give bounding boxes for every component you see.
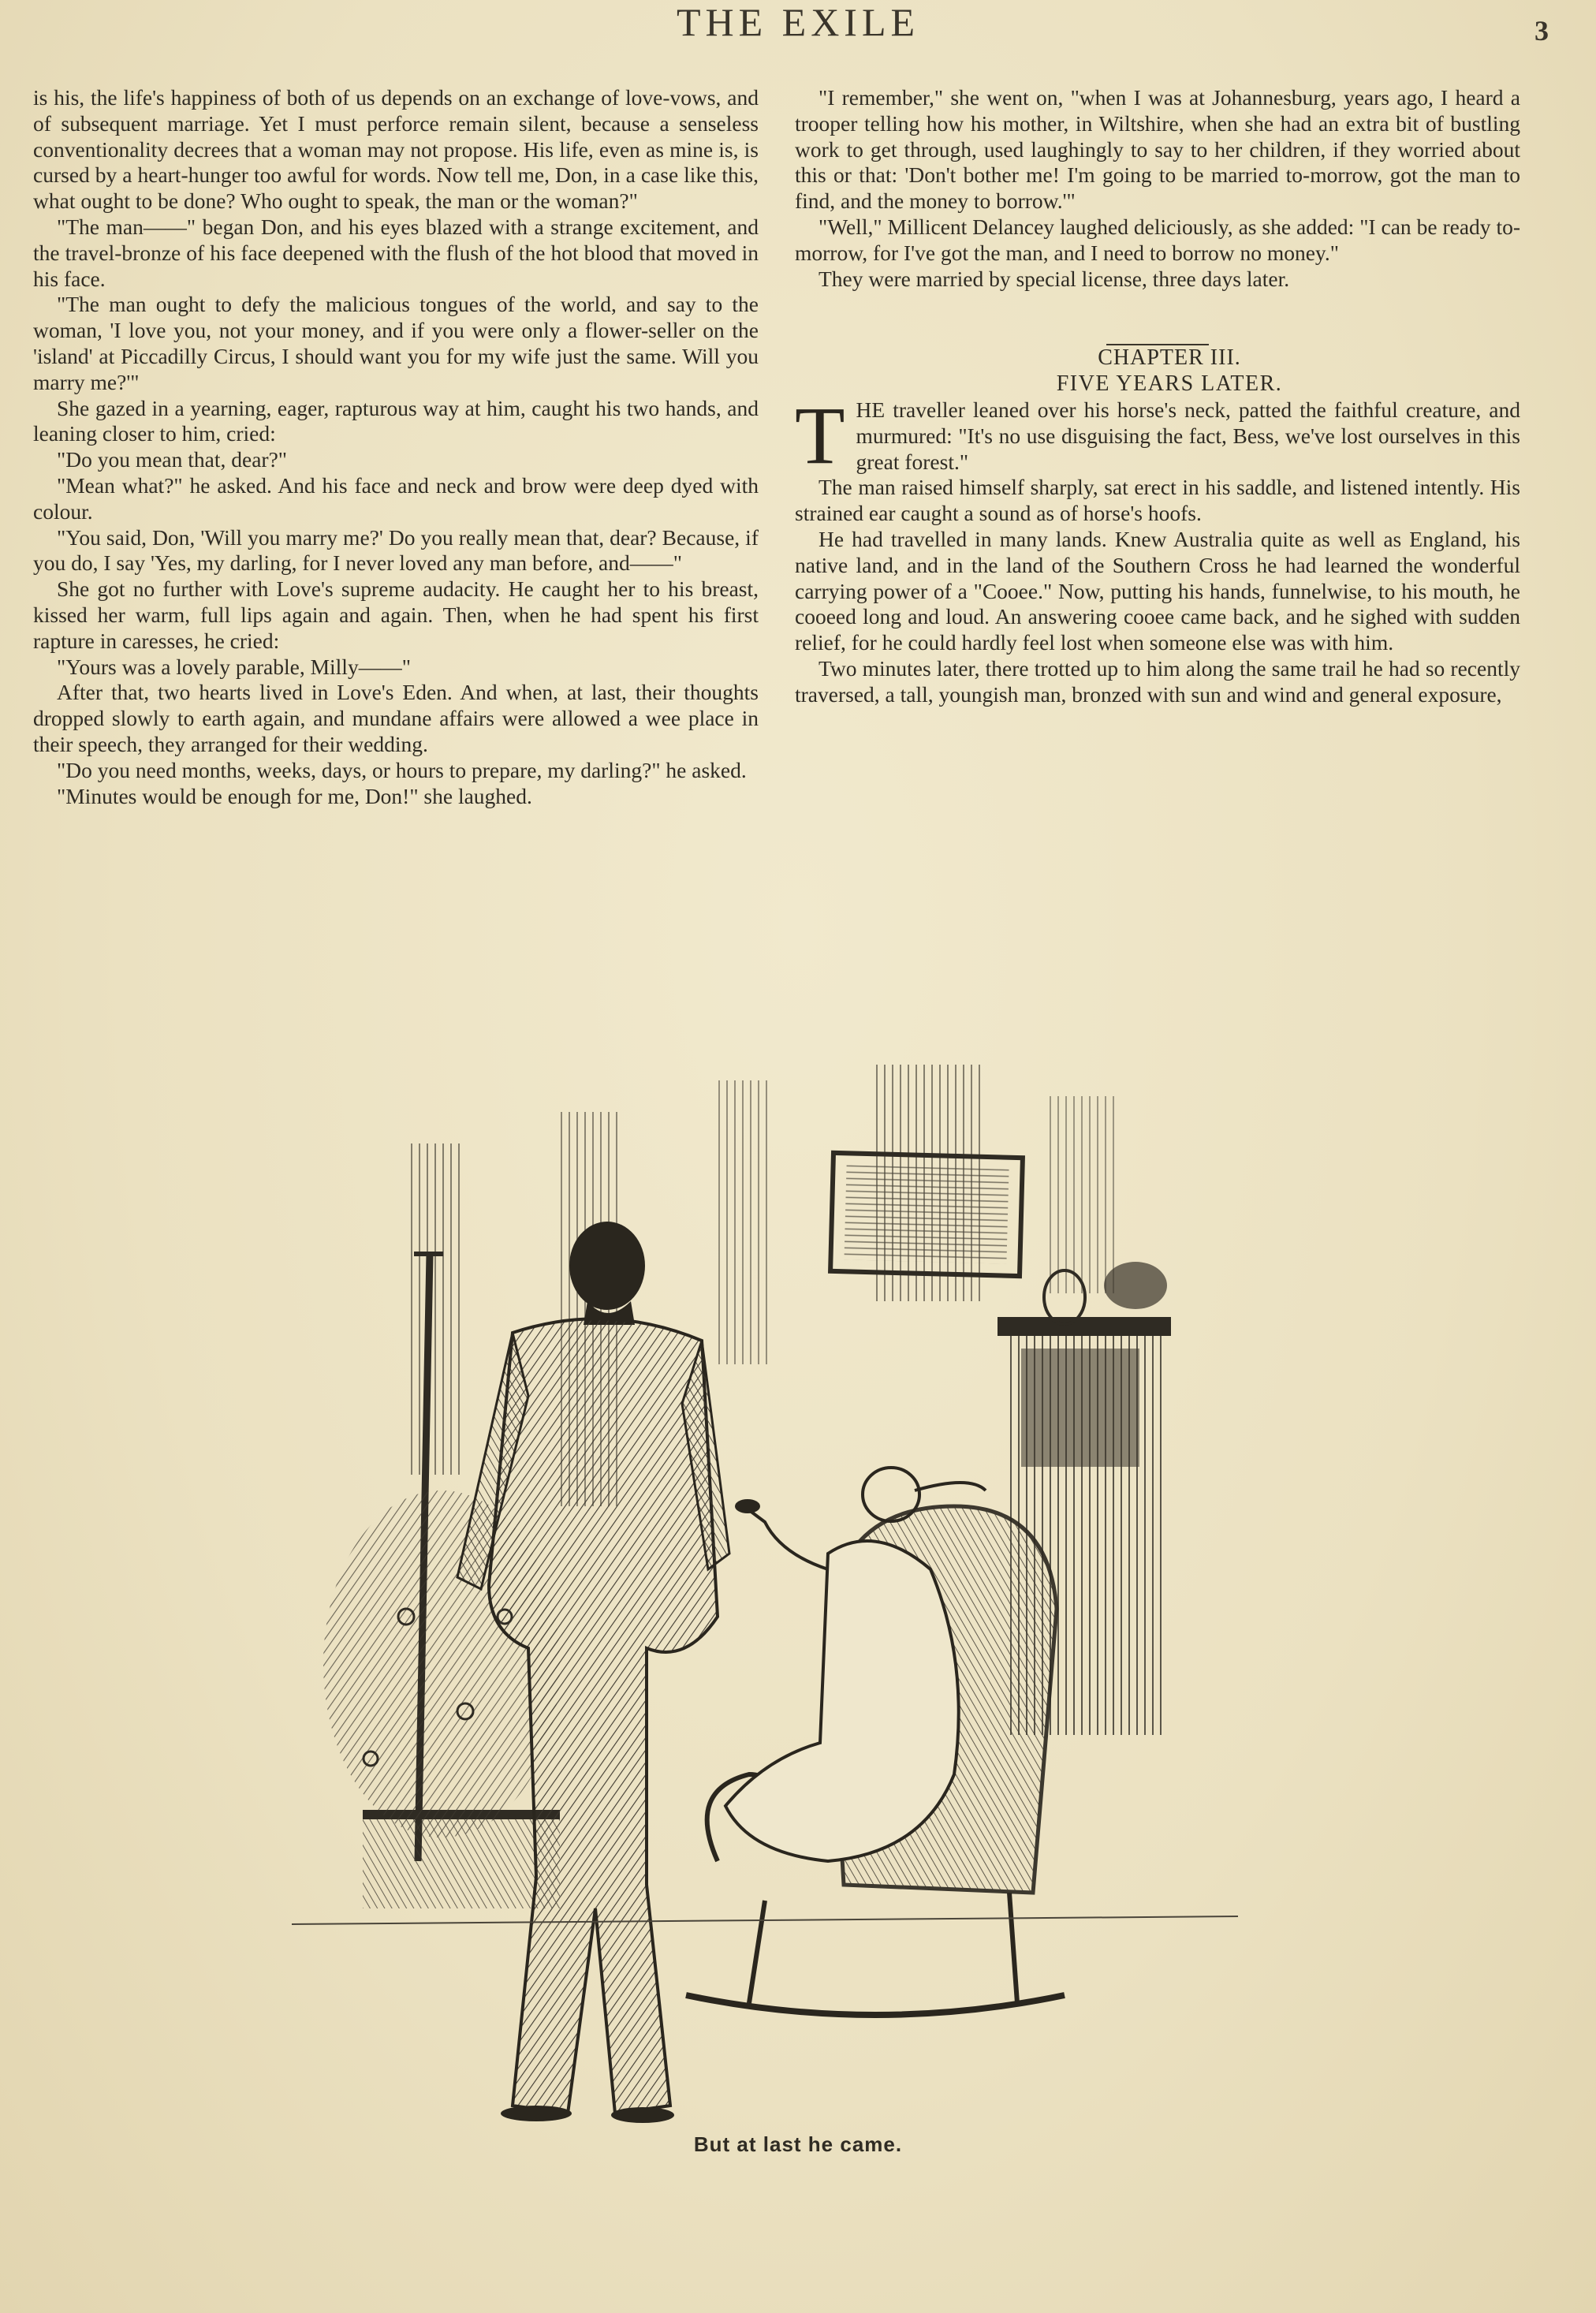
paragraph: "Do you mean that, dear?": [57, 447, 287, 472]
paragraph: "The man——" began Don, and his eyes blazed with a strange excitement, and the travel-bronze of his face deepened with the flush of the hot blood that moved in his face.: [33, 214, 759, 291]
framed-picture: [830, 1153, 1023, 1276]
paragraph: "Yours was a lovely parable, Milly——": [57, 654, 411, 679]
engraving-illustration: [276, 1065, 1254, 2129]
paragraph: Two minutes later, there trotted up to him along the same trail he had so recently traversed, a tall, youngish man, bronzed with sun and wind and general exposure,: [795, 655, 1520, 707]
paragraph: "I remember," she went on, "when I was at Johannesburg, years ago, I heard a trooper telling how his mother, in Wiltshire, when she had an extra bit of bustling work to get through, used laughingly to say to her children, if they worried about this or that: 'Don't bother me! I'm going to be married to-morrow, got the man to find, and the money to borrow.'": [795, 85, 1520, 214]
left-column: [33, 85, 759, 809]
chapter-subtitle: FIVE YEARS LATER.: [1056, 371, 1283, 397]
paragraph: They were married by special license, three days later.: [819, 266, 1290, 291]
paragraph: "You said, Don, 'Will you marry me?' Do you really mean that, dear? Because, if you do, I say 'Yes, my darling, for I never loved any man before, and——": [33, 524, 759, 576]
paragraph: "Well," Millicent Delancey laughed deliciously, as she added: "I can be ready to-morrow, for I've got the man, and I need to borrow no money.": [795, 214, 1520, 265]
paragraph: "Do you need months, weeks, days, or hours to prepare, my darling?" he asked.: [57, 757, 747, 782]
floor-line: [292, 1916, 1238, 1924]
paragraph: The man raised himself sharply, sat erect in his saddle, and listened intently. His strained ear caught a sound as of horse's hoofs.: [795, 475, 1520, 526]
right-column: [795, 85, 1520, 708]
paragraph: He had travelled in many lands. Knew Australia quite as well as England, his native land, and in the land of the Southern Cross he had learned the wonderful carrying power of a "Cooee." Now, putting his hands, funnelwise, to his mouth, he cooeed long and loud. An answering cooee came back, and he sighed with sudden relief, for he could hardly feel lost when someone else was with him.: [795, 526, 1520, 655]
chapter-opening-paragraph: [795, 390, 1520, 481]
opening-text: HE traveller leaned over his horse's neck, patted the faithful creature, and murmured: "It's no use disguising the fact, Bess, we've lost ourselves in this great forest.": [856, 397, 1520, 474]
paragraph: She gazed in a yearning, eager, rapturous way at him, caught his two hands, and leaning closer to him, cried:: [33, 395, 759, 446]
paragraph: She got no further with Love's supreme audacity. He caught her to his breast, kissed her warm, full lips again and again. Then, when he had spent his first rapture in caresses, he cried:: [33, 576, 759, 653]
paragraph: is his, the life's happiness of both of us depends on an exchange of love-vows, and of subsequent marriage. Yet I must perforce remain silent, because a senseless conventionality decrees that a woman may not propose. His life, even as mine is, is cursed by a heart-hunger too awful for words. Now tell me, Don, in a case like this, what ought to be done? Who ought to speak, the man or the woman?": [33, 85, 759, 214]
paragraph: After that, two hearts lived in Love's Eden. And when, at last, their thoughts dropped slowly to earth again, and mundane affairs were allowed a wee place in their speech, they arranged for their wedding.: [33, 680, 759, 756]
paragraph: "Mean what?" he asked. And his face and neck and brow were deep dyed with colour.: [33, 472, 759, 524]
chapter-heading: CHAPTER III.: [1098, 345, 1241, 371]
paragraph: "The man ought to defy the malicious tongues of the world, and say to the woman, 'I love you, not your money, and if you were only a flower-seller on the 'island' at Piccadilly Circus, I should want you for my wife just the same. Will you marry me?'": [33, 292, 759, 394]
illustration-caption: But at last he came.: [693, 2132, 903, 2156]
drop-cap: T: [795, 390, 845, 481]
paragraph: "Minutes would be enough for me, Don!" she laughed.: [57, 783, 532, 808]
running-title: THE EXILE: [676, 0, 920, 44]
page-number: 3: [1534, 15, 1549, 47]
